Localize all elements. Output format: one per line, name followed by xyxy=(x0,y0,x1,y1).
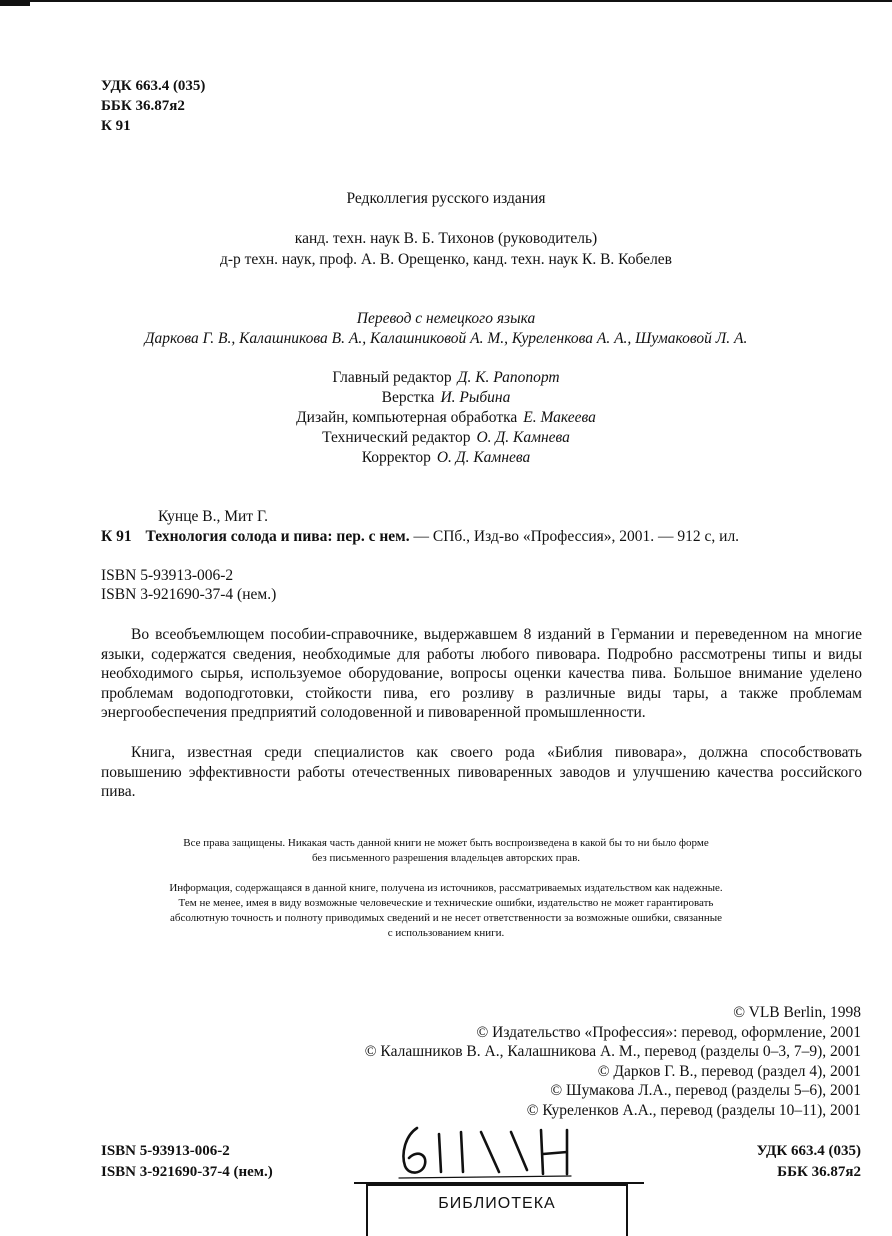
bbk-code: ББК 36.87я2 xyxy=(101,98,185,114)
footer-bbk-code: ББК 36.87я2 xyxy=(777,1164,861,1180)
staff-role: Технический редактор xyxy=(322,429,471,446)
footer-isbn-2: ISBN 3-921690-37-4 (нем.) xyxy=(101,1164,273,1180)
disclaimer-line: Тем не менее, имея в виду возможные человеческие и технические ошибки, издательство не может гарантировать xyxy=(178,897,714,909)
staff-row xyxy=(0,368,892,388)
top-border-line xyxy=(0,0,892,2)
staff-row xyxy=(0,408,892,428)
staff-row xyxy=(0,448,892,468)
staff-role: Дизайн, компьютерная обработка xyxy=(296,409,518,426)
biblio-authors: Кунце В., Мит Г. xyxy=(158,508,269,525)
top-corner-mark xyxy=(0,0,30,6)
biblio-code: К 91 xyxy=(101,528,132,545)
footer-udc xyxy=(757,1141,861,1183)
copyright-line: © Издательство «Профессия»: перевод, оформление, 2001 xyxy=(476,1023,861,1041)
library-stamp xyxy=(366,1184,628,1236)
biblio-details: — СПб., Изд-во «Профессия», 2001. — 912 с, ил. xyxy=(409,528,740,545)
copyright-block xyxy=(365,1003,861,1121)
staff-name: Е. Макеева xyxy=(523,409,596,426)
disclaimer-line: Информация, содержащаяся в данной книге, получена из источников, рассматриваемых издательством как надежные. xyxy=(169,882,723,894)
biblio-isbn-1: ISBN 5-93913-006-2 xyxy=(101,567,234,584)
copyright-line: © VLB Berlin, 1998 xyxy=(733,1004,861,1021)
board-title: Редколлегия русского издания xyxy=(346,190,546,207)
staff-row xyxy=(0,428,892,448)
stamp-top-line xyxy=(354,1182,644,1184)
rights-line: без письменного разрешения владельцев авторских прав. xyxy=(311,852,581,864)
footer-isbn xyxy=(101,1141,273,1183)
board-line-1: канд. техн. наук В. Б. Тихонов (руководитель) xyxy=(294,230,598,247)
staff-role: Корректор xyxy=(361,449,431,466)
staff-name: И. Рыбина xyxy=(440,389,511,406)
abstract-paragraph-1: Во всеобъемлющем пособии-справочнике, выдержавшем 8 изданий в Германии и переведенном на многие языки, содержатся сведения, необходимые для работы любого пивовара. Подробно рассмотрены типы и виды необходимого сырья, используемое оборудование, вопросы оценки качества пива. Большое внимание уделено проблемам водоподготовки, стойкости пива, его розливу в различные виды тары, а также проблемам энергообеспечения предприятий солодовенной и пивоваренной промышленности. xyxy=(101,626,862,721)
copyright-line: © Куреленков А.А., перевод (разделы 10–11), 2001 xyxy=(526,1101,861,1119)
rights-notice xyxy=(0,836,892,866)
footer-udc-code: УДК 663.4 (035) xyxy=(756,1143,861,1159)
staff-role: Верстка xyxy=(381,389,435,406)
biblio-isbn-2: ISBN 3-921690-37-4 (нем.) xyxy=(101,586,277,603)
copyright-line: © Шумакова Л.А., перевод (разделы 5–6), 2001 xyxy=(550,1082,861,1100)
translators-list: Даркова Г. В., Калашникова В. А., Калашниковой А. М., Куреленкова А. А., Шумаковой Л. А. xyxy=(144,330,748,347)
abstract-paragraph-2: Книга, известная среди специалистов как своего рода «Библия пивовара», должна способствовать повышению эффективности работы отечественных пивоваренных заводов и улучшению качества российского пива. xyxy=(101,744,862,800)
author-mark: К 91 xyxy=(101,118,131,134)
disclaimer-line: абсолютную точность и полноту приводимых сведений и не несет ответственности за возможные ошибки, связанные xyxy=(169,912,723,924)
staff-name: О. Д. Камнева xyxy=(436,449,531,466)
board-line-2: д-р техн. наук, проф. А. В. Орещенко, канд. техн. наук К. В. Кобелев xyxy=(219,251,672,268)
copyright-line: © Калашников В. А., Калашникова А. М., перевод (разделы 0–3, 7–9), 2001 xyxy=(364,1043,861,1061)
footer-isbn-1: ISBN 5-93913-006-2 xyxy=(101,1143,230,1159)
staff-row xyxy=(0,388,892,408)
staff-credits xyxy=(0,368,892,468)
staff-role: Главный редактор xyxy=(332,369,452,386)
biblio-record xyxy=(101,527,739,547)
biblio-title: Технология солода и пива: пер. с нем. xyxy=(145,528,410,545)
disclaimer-line: с использованием книги. xyxy=(387,927,505,939)
stamp-text: БИБЛИОТЕКА xyxy=(438,1195,556,1212)
disclaimer-notice xyxy=(0,881,892,941)
staff-name: О. Д. Камнева xyxy=(476,429,570,446)
copyright-line: © Дарков Г. В., перевод (раздел 4), 2001 xyxy=(597,1062,861,1080)
handwritten-inventory-number xyxy=(395,1122,575,1180)
translation-label: Перевод с немецкого языка xyxy=(356,310,536,327)
rights-line: Все права защищены. Никакая часть данной книги не может быть воспроизведена в какой бы то ни было форме xyxy=(183,837,709,849)
udc-header xyxy=(101,76,205,136)
udc-code: УДК 663.4 (035) xyxy=(101,78,206,94)
staff-name: Д. К. Рапопорт xyxy=(457,369,560,386)
